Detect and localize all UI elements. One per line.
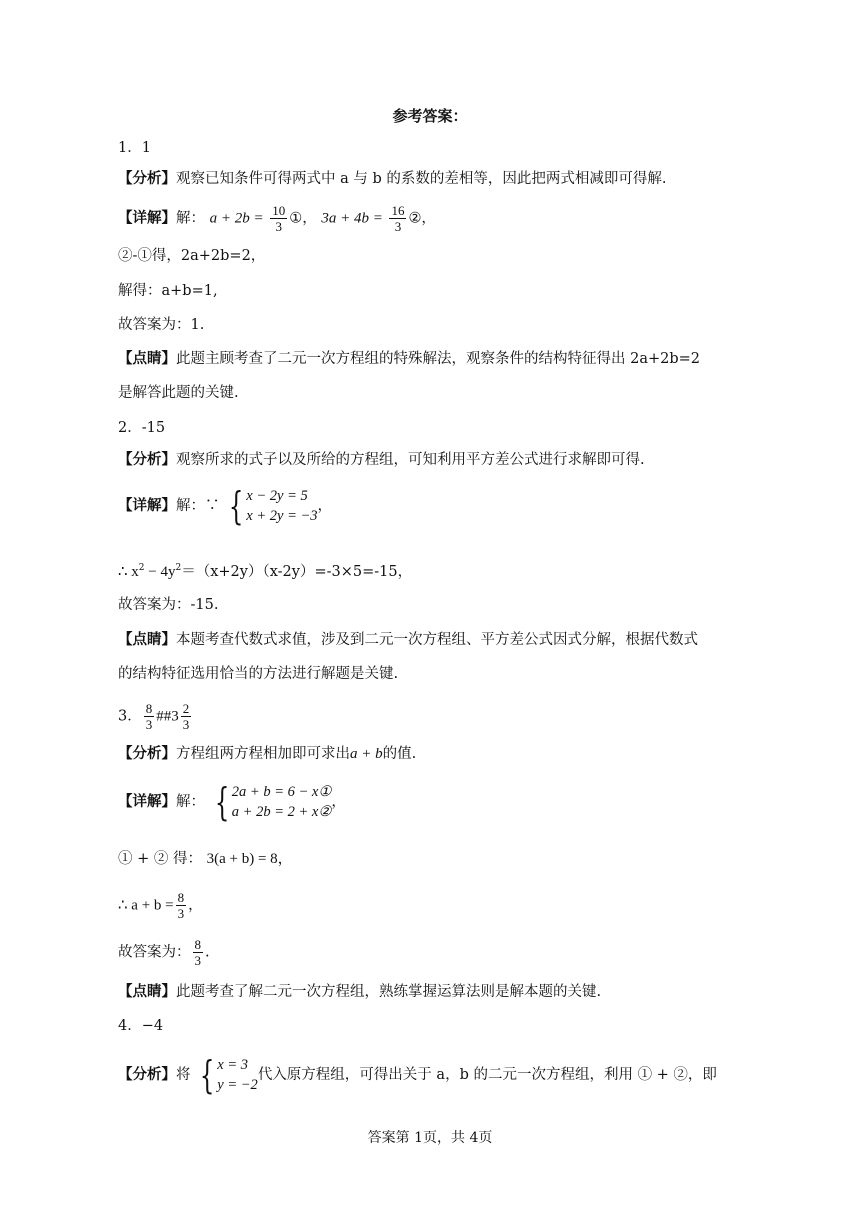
q2-detail [118,486,332,526]
q4-number: 4．−4 [118,1018,164,1034]
analysis-tag: 【分析】 [118,170,176,187]
q3-number [118,701,193,732]
q3-analysis [118,744,416,764]
analysis-pre: 将 [176,1067,191,1083]
system-suffix: ， [331,794,346,810]
q2-answer: 故答案为：-15. [118,597,219,613]
analysis-post: 代入原方程组，可得出关于 a，b 的二元一次方程组，利用 ① + ②，即 [257,1067,717,1083]
analysis-text: 方程组两方程相加即可求出 [176,746,350,762]
eq1-mark: ①， [289,210,317,227]
analysis-expr: a + b [350,746,383,762]
brace-icon: { [228,484,244,528]
eq2-mark: ②， [408,210,436,227]
comment-tag: 【点睛】 [118,983,176,1000]
brace-icon: { [199,1053,215,1097]
equation-system [195,1055,258,1095]
q3-detail [118,782,346,822]
system-suffix: ， [317,498,333,514]
page-title: 参考答案： [392,107,468,125]
system-row: x + 2y = −3 [246,508,318,524]
q3-answer [118,937,210,968]
system-row: a + 2b = 2 + x② [231,804,332,820]
analysis-tag: 【分析】 [118,1066,176,1083]
detail-prefix: 解： [176,210,205,227]
q1-comment-line2: 是解答此题的关键. [118,385,239,401]
step-post: ， [188,897,203,914]
page-footer: 答案第 1页，共 4页 [367,1130,493,1146]
q2-step: ∴ $x^2 - 4y^2=(x+2y)(x-2y)=-3\times 5=-15$， [118,563,413,580]
q3-step1 [118,849,293,869]
answer-pre: 故答案为： [118,944,191,961]
q2-number: 2．-15 [118,420,166,436]
q1-step1: ②-①得，2a+2b=2， [118,248,266,264]
step-pre: ① + ② 得： [118,851,202,867]
detail-tag: 【详解】 [118,497,176,514]
q1-answer: 故答案为：1. [118,317,205,333]
q1-number: 1．1 [118,140,151,156]
answer-separator: ##3 [156,708,179,725]
answer-post: . [205,944,210,961]
detail-tag: 【详解】 [118,793,176,810]
detail-prefix: 解： [176,794,205,810]
analysis-tag: 【分析】 [118,745,176,762]
eq2-fraction: $\frac{16}{3}$ [391,203,405,234]
q4-analysis [118,1055,717,1095]
number-label: 3． [118,708,142,725]
comment-text: 此题考查了解二元一次方程组，熟练掌握运算法则是解本题的关键. [176,984,602,1000]
q2-comment-line2: 的结构特征选用恰当的方法进行解题是关键. [118,666,399,682]
system-row: x − 2y = 5 [246,488,308,504]
step-mid: − 4y [144,564,176,580]
step-fraction: $\frac{8}{3}$ [177,890,185,921]
answer-fraction: $\frac{8}{3}$ [194,937,201,968]
analysis-tag: 【分析】 [118,451,176,468]
answer-fraction: $\frac{8}{3}$ [145,701,153,732]
comment-text: 此题主顾考查了二元一次方程组的特殊解法，观察条件的结构特征得出 2a+2b=2 [176,351,701,367]
step-prefix: ∴ x [118,564,139,580]
q1-step2: 解得：a+b=1, [118,283,218,299]
q2-comment [118,630,698,650]
analysis-text: 观察已知条件可得两式中 a 与 b 的系数的差相等，因此把两式相减即可得解. [176,171,667,187]
system-row: y = −2 [217,1077,258,1093]
comment-text: 本题考查代数式求值，涉及到二元一次方程组、平方差公式因式分解，根据代数式 [176,632,698,648]
brace-icon: { [214,780,229,824]
analysis-text: 观察所求的式子以及所给的方程组，可知利用平方差公式进行求解即可得. [176,452,645,468]
eq1-left: a + 2b = [209,210,264,227]
eq1-fraction: $\frac{10}{3}$ [272,203,286,234]
eq2-left: 3a + 4b = [321,210,383,227]
analysis-post: 的值. [382,746,417,762]
system-row: x = 3 [217,1057,249,1073]
comment-tag: 【点睛】 [118,350,176,367]
detail-prefix: 解：∵ [176,498,220,514]
step-pre: ∴ a + b = [118,897,174,914]
answer-fraction-2: $\frac{2}{3}$ [182,701,190,732]
q1-analysis [118,169,666,189]
q3-comment [118,982,601,1002]
equation-system [224,486,317,526]
q3-step2 [118,890,203,921]
equation-system [210,782,332,822]
q1-comment [118,349,700,369]
comment-tag: 【点睛】 [118,631,176,648]
system-row: 2a + b = 6 − x① [231,784,332,800]
q1-detail [118,203,436,234]
detail-tag: 【详解】 [118,209,176,227]
step-expr: 3(a + b) = 8， [206,851,293,867]
q2-analysis [118,450,645,470]
step-rest: ＝（x+2y）（x-2y）=-3×5=-15， [181,564,413,580]
